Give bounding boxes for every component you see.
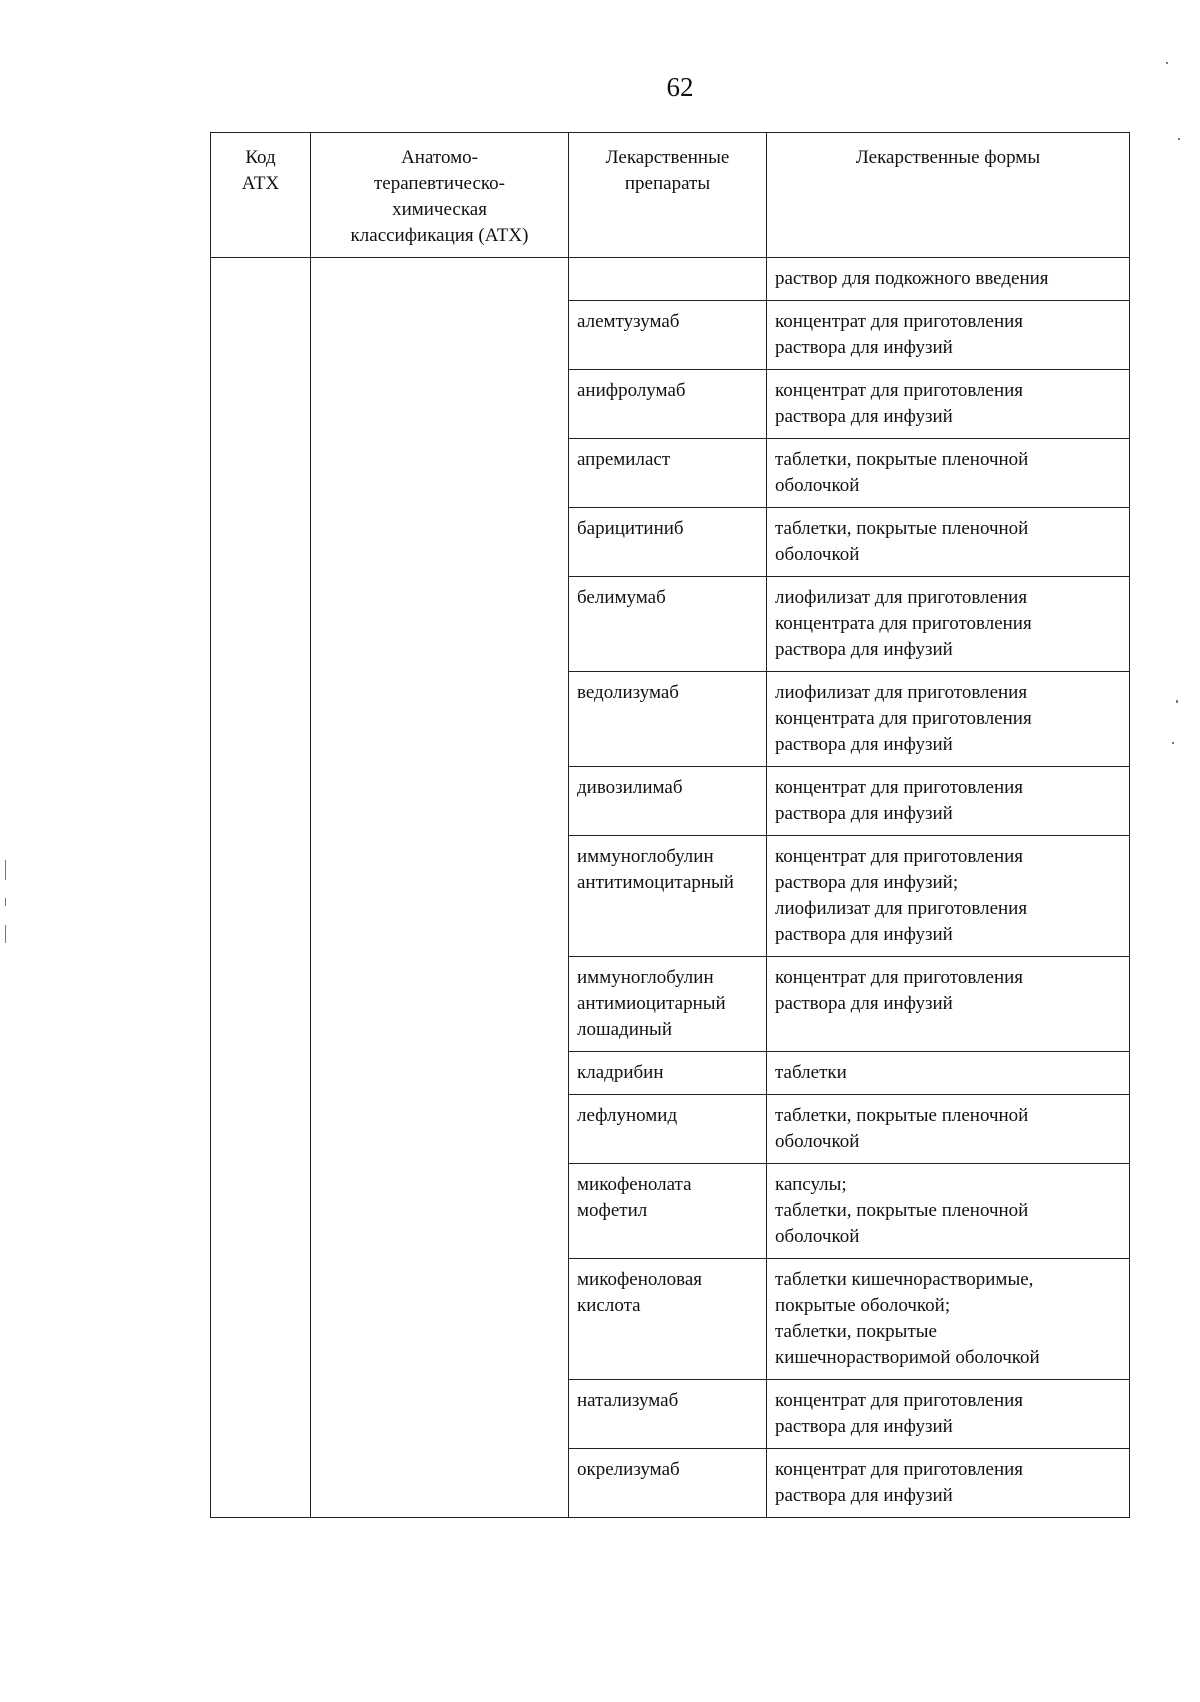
cell-dosage-form: таблетки, покрытые пленочной оболочкой: [767, 1095, 1130, 1164]
cell-dosage-form: таблетки, покрытые пленочной оболочкой: [767, 439, 1130, 508]
header-dosage-forms: Лекарственные формы: [767, 133, 1130, 258]
cell-dosage-form: концентрат для приготовления раствора для инфузий: [767, 301, 1130, 370]
cell-drug: алемтузумаб: [569, 301, 767, 370]
cell-drug: дивозилимаб: [569, 767, 767, 836]
scan-mark: [5, 925, 6, 943]
drug-table: [210, 132, 1130, 1518]
cell-dosage-form: концентрат для приготовления раствора для инфузий: [767, 1449, 1130, 1518]
scan-mark: [1178, 138, 1180, 140]
scan-mark: [1166, 62, 1168, 64]
header-atc-classification: Анатомо- терапевтическо- химическая классификация (АТХ): [311, 133, 569, 258]
cell-dosage-form: капсулы; таблетки, покрытые пленочной оболочкой: [767, 1164, 1130, 1259]
cell-drug: апремиласт: [569, 439, 767, 508]
cell-atc-classification: [311, 258, 569, 1518]
cell-dosage-form: таблетки кишечнорастворимые, покрытые оболочкой; таблетки, покрытые кишечнорастворимой оболочкой: [767, 1259, 1130, 1380]
cell-dosage-form: концентрат для приготовления раствора для инфузий: [767, 767, 1130, 836]
page-number: 62: [666, 72, 694, 102]
cell-dosage-form: лиофилизат для приготовления концентрата для приготовления раствора для инфузий: [767, 672, 1130, 767]
cell-dosage-form: концентрат для приготовления раствора для инфузий: [767, 957, 1130, 1052]
header-atc-code: Код АТХ: [211, 133, 311, 258]
cell-dosage-form: лиофилизат для приготовления концентрата для приготовления раствора для инфузий: [767, 577, 1130, 672]
table-body: [211, 258, 1130, 1518]
cell-drug: натализумаб: [569, 1380, 767, 1449]
cell-drug: иммуноглобулин антитимоцитарный: [569, 836, 767, 957]
cell-drug: кладрибин: [569, 1052, 767, 1095]
cell-dosage-form: концентрат для приготовления раствора для инфузий; лиофилизат для приготовления раствора для инфузий: [767, 836, 1130, 957]
cell-drug: микофеноловая кислота: [569, 1259, 767, 1380]
cell-drug: окрелизумаб: [569, 1449, 767, 1518]
cell-dosage-form: раствор для подкожного введения: [767, 258, 1130, 301]
cell-drug: ведолизумаб: [569, 672, 767, 767]
cell-drug: микофенолата мофетил: [569, 1164, 767, 1259]
table-header-row: [211, 133, 1130, 258]
cell-drug: иммуноглобулин антимиоцитарный лошадиный: [569, 957, 767, 1052]
cell-drug: лефлуномид: [569, 1095, 767, 1164]
scan-mark: [1176, 700, 1178, 703]
cell-dosage-form: таблетки: [767, 1052, 1130, 1095]
table-row: [211, 258, 1130, 301]
cell-dosage-form: концентрат для приготовления раствора для инфузий: [767, 1380, 1130, 1449]
cell-drug: белимумаб: [569, 577, 767, 672]
cell-drug: [569, 258, 767, 301]
cell-drug: барицитиниб: [569, 508, 767, 577]
scan-mark: [5, 898, 6, 906]
cell-drug: анифролумаб: [569, 370, 767, 439]
header-drugs: Лекарственные препараты: [569, 133, 767, 258]
cell-atc-code: [211, 258, 311, 1518]
scan-mark: [5, 860, 6, 880]
scan-mark: [1172, 742, 1174, 744]
cell-dosage-form: таблетки, покрытые пленочной оболочкой: [767, 508, 1130, 577]
cell-dosage-form: концентрат для приготовления раствора для инфузий: [767, 370, 1130, 439]
